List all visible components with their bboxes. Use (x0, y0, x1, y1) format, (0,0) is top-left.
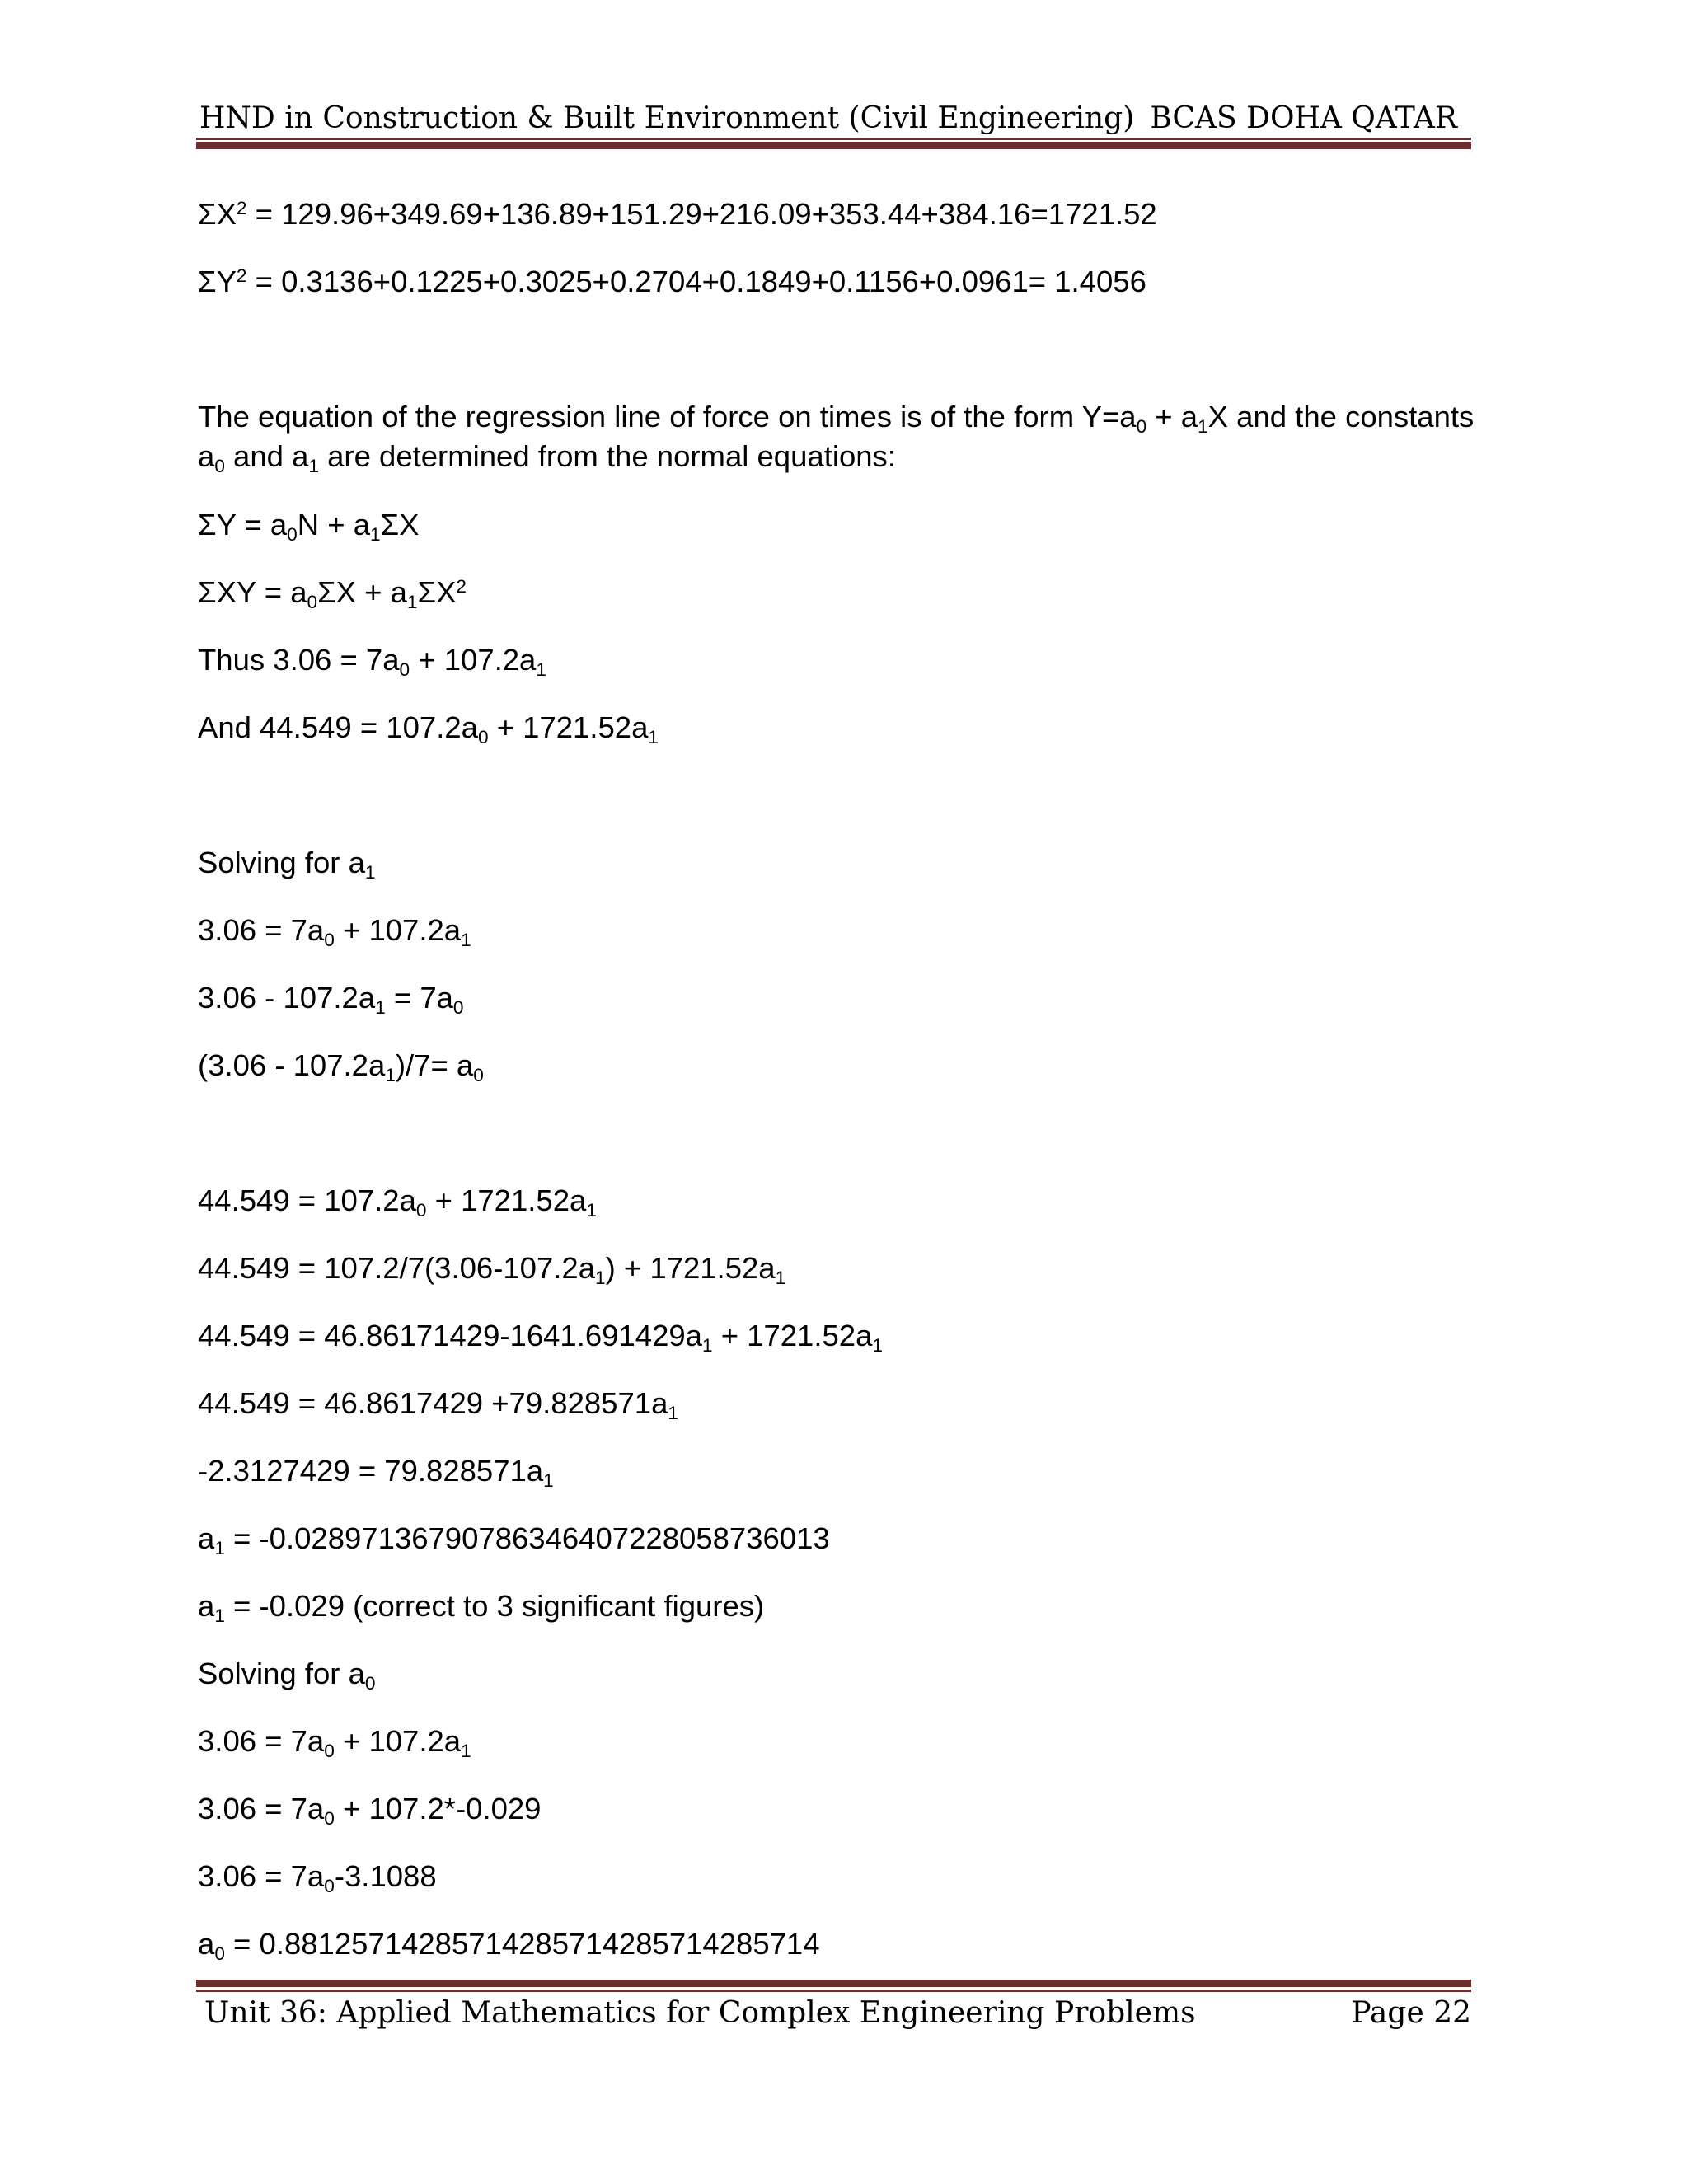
solving-for-a0-heading (198, 1654, 375, 1694)
footer-rule-thick (196, 1980, 1471, 1987)
subscript: 1 (308, 456, 319, 477)
eq-text: + 1721.52a (488, 710, 649, 744)
subscript: 1 (406, 592, 418, 613)
eq-text: ΣX + a (317, 575, 407, 609)
eq-text: 3.06 = 7a (198, 913, 325, 947)
eq-text: + 1721.52a (712, 1319, 873, 1352)
header-institution: BCAS DOHA QATAR (1150, 101, 1457, 135)
eq-text: a (198, 1521, 215, 1555)
subscript: 1 (385, 1065, 396, 1086)
eq-text: a (198, 1927, 215, 1961)
eq-text: Solving for a (198, 846, 365, 879)
eq-text: And 44.549 = 107.2a (198, 710, 478, 744)
step-line (198, 1451, 554, 1491)
step-line (198, 1857, 437, 1896)
eq-text: + 1721.52a (426, 1183, 587, 1217)
normal-equation-1 (198, 505, 420, 545)
footer-unit-title: Unit 36: Applied Mathematics for Complex Engineering Problems (204, 1996, 1196, 2030)
eq-text: = -0.029 (correct to 3 significant figures) (224, 1589, 765, 1623)
eq-text: 44.549 = 107.2/7(3.06-107.2a (198, 1251, 596, 1285)
eq-text: ) + 1721.52a (605, 1251, 776, 1285)
sum-x-squared-prefix: ΣX (198, 197, 237, 231)
eq-text: -2.3127429 = 79.828571a (198, 1454, 544, 1488)
subscript: 1 (536, 659, 546, 681)
sum-x-squared (198, 194, 1157, 234)
regression-intro-paragraph (198, 397, 1477, 476)
eq-text: 3.06 = 7a (198, 1724, 325, 1758)
sum-x-squared-terms: = 129.96+349.69+136.89+151.29+216.09+353.44+384.16=1721.52 (246, 197, 1157, 231)
header-course-title: HND in Construction & Built Environment (Civil Engineering) (199, 101, 1135, 135)
eq-text: ΣX (380, 508, 420, 541)
subscript: 0 (364, 1673, 376, 1694)
eq-text: + 107.2a (334, 1724, 462, 1758)
eq-text: N + a (297, 508, 371, 541)
subscript: 1 (648, 727, 659, 748)
intro-text: X and the constants a (198, 400, 1475, 473)
subscript: 0 (287, 524, 298, 546)
eq-text: ΣY = a (198, 508, 288, 541)
subscript: 0 (473, 1065, 484, 1086)
step-line (198, 911, 471, 950)
subscript: 1 (1198, 416, 1208, 438)
header-rule-thick (196, 142, 1471, 149)
step-line (198, 1046, 484, 1085)
intro-text: + a (1146, 400, 1198, 434)
intro-text: and a (224, 439, 309, 473)
step-line (198, 1249, 785, 1288)
subscript: 0 (324, 930, 335, 951)
eq-text: Thus 3.06 = 7a (198, 643, 400, 677)
subscript: 1 (586, 1200, 597, 1221)
eq-text: (3.06 - 107.2a (198, 1048, 386, 1082)
eq-text: + 107.2*-0.029 (334, 1792, 542, 1825)
subscript: 0 (214, 1943, 225, 1965)
eq-text: + 107.2a (410, 643, 537, 677)
subscript: 0 (415, 1200, 427, 1221)
eq-text: 44.549 = 107.2a (198, 1183, 416, 1217)
eq-text: + 107.2a (334, 913, 462, 947)
a1-rounded (198, 1586, 764, 1626)
subscript: 0 (324, 1876, 335, 1897)
sum-y-squared (198, 262, 1146, 302)
exponent: 2 (236, 197, 247, 218)
eq-text: ΣXY = a (198, 575, 307, 609)
eq-text: = 0.88125714285714285714285714285714 (224, 1927, 820, 1961)
page-header (196, 97, 1471, 140)
subscript: 1 (364, 862, 376, 883)
eq-text: -3.1088 (334, 1859, 437, 1893)
step-line (198, 1789, 541, 1829)
header-rule-thin (196, 138, 1471, 140)
subscript: 1 (214, 1538, 225, 1559)
eq-text: = 7a (385, 981, 453, 1015)
intro-text: The equation of the regression line of force on times is of the form Y=a (198, 400, 1137, 434)
a1-full-precision (198, 1519, 830, 1558)
subscript: 0 (477, 727, 489, 748)
a0-result (198, 1924, 820, 1964)
intro-text: are determined from the normal equations: (318, 439, 896, 473)
subscript: 1 (375, 997, 386, 1019)
equation-and (198, 708, 659, 748)
step-line (198, 1181, 597, 1221)
subscript: 1 (461, 1741, 471, 1762)
sum-y-squared-prefix: ΣY (198, 265, 237, 298)
equation-thus (198, 640, 546, 680)
solving-for-a1-heading (198, 843, 375, 883)
subscript: 1 (775, 1268, 786, 1289)
page-number: Page 22 (1351, 1996, 1471, 2030)
sum-y-squared-terms: = 0.3136+0.1225+0.3025+0.2704+0.1849+0.1156+0.0961= 1.4056 (246, 265, 1146, 298)
eq-text: 3.06 = 7a (198, 1859, 325, 1893)
step-line (198, 1384, 678, 1423)
page-footer (196, 1990, 1471, 2036)
eq-text: 3.06 - 107.2a (198, 981, 376, 1015)
normal-equation-2 (198, 573, 467, 612)
exponent: 2 (456, 575, 467, 597)
step-line (198, 1316, 883, 1356)
subscript: 0 (324, 1808, 335, 1830)
eq-text: = -0.028971367907863464072280587360​13 (224, 1521, 830, 1555)
subscript: 0 (399, 659, 410, 681)
subscript: 0 (214, 456, 225, 477)
subscript: 1 (668, 1403, 678, 1424)
eq-text: 44.549 = 46.8617429 +79.828571a (198, 1386, 668, 1420)
subscript: 0 (324, 1741, 335, 1762)
subscript: 1 (872, 1335, 883, 1357)
eq-text: )/7= a (395, 1048, 474, 1082)
eq-text: Solving for a (198, 1657, 365, 1690)
subscript: 0 (1136, 416, 1147, 438)
subscript: 1 (701, 1335, 713, 1357)
subscript: 1 (461, 930, 471, 951)
exponent: 2 (236, 265, 247, 286)
subscript: 1 (370, 524, 381, 546)
subscript: 0 (307, 592, 318, 613)
step-line (198, 978, 464, 1018)
eq-text: 3.06 = 7a (198, 1792, 325, 1825)
subscript: 1 (214, 1605, 225, 1627)
step-line (198, 1722, 471, 1761)
eq-text: a (198, 1589, 215, 1623)
subscript: 0 (452, 997, 464, 1019)
subscript: 1 (543, 1470, 554, 1492)
eq-text: 44.549 = 46.86171429-1641.691429a (198, 1319, 702, 1352)
subscript: 1 (595, 1268, 606, 1289)
eq-text: ΣX (417, 575, 457, 609)
